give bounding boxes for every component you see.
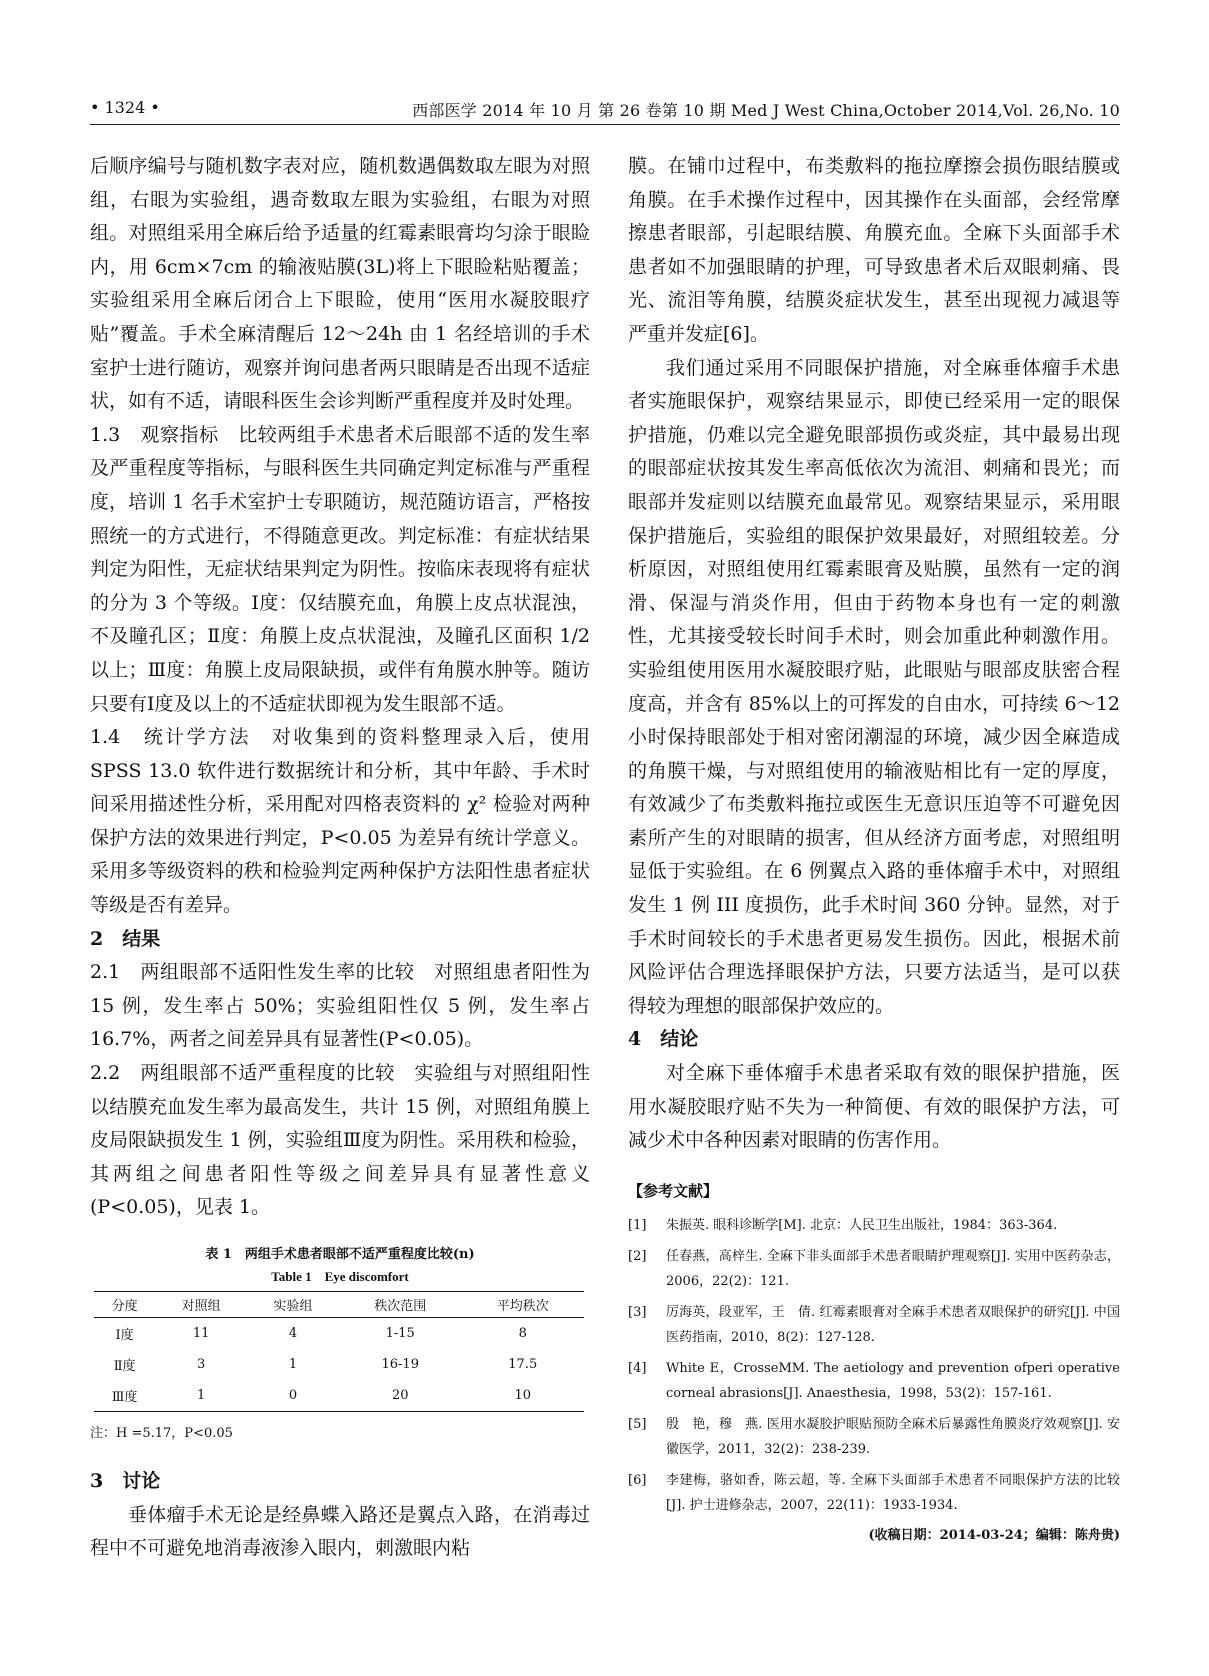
reference-number: [5] (628, 1416, 647, 1432)
table-cell: 20 (339, 1380, 461, 1412)
received-date: (收稿日期：2014-03-24；编辑：陈舟贵) (868, 1527, 1120, 1543)
reference-number: [2] (628, 1248, 647, 1264)
reference-item (628, 1356, 1120, 1406)
section-2-2: 2.2 两组眼部不适严重程度的比较 实验组与对照组阳性以结膜充血发生率为最高发生，共计 15 例，对照组角膜上皮局限缺损发生 1 例，实验组Ⅲ度为阴性。采用秩和检验，其两组之间患者阳性等级之间差异具有显著性意义(P<0.05)，见表 1。 (90, 1062, 590, 1219)
reference-item (628, 1468, 1120, 1518)
table-row (94, 1380, 584, 1412)
table-cell: Ⅱ度 (113, 1359, 136, 1374)
table-header: 秩次范围 (339, 1292, 461, 1318)
reference-text: 朱振英. 眼科诊断学[M]. 北京：人民卫生出版社，1984：363-364. (666, 1217, 1058, 1233)
reference-text: 殷 艳，穆 燕. 医用水凝胶护眼贴预防全麻术后暴露性角膜炎疗效观察[J]. 安徽医学，2011，32(2)：238-239. (666, 1416, 1120, 1457)
paragraph: 膜。在铺巾过程中，布类敷料的拖拉摩擦会损伤眼结膜或角膜。在手术操作过程中，因其操作在头面部，会经常摩擦患者眼部，引起眼结膜、角膜充血。全麻下头面部手术患者如不加强眼睛的护理，可导致患者术后双眼刺痛、畏光、流泪等角膜，结膜炎症状发生，甚至出现视力减退等严重并发症[6]。 (628, 155, 1120, 345)
table-note: 注：H =5.17，P<0.05 (90, 1426, 233, 1441)
table-cell: Ⅰ度 (115, 1328, 134, 1343)
reference-item (628, 1412, 1120, 1462)
paragraph: 对全麻下垂体瘤手术患者采取有效的眼保护措施，医用水凝胶眼疗贴不失为一种简便、有效的眼保护方法，可减少术中各种因素对眼睛的伤害作用。 (628, 1062, 1120, 1152)
journal-info: 西部医学 2014 年 10 月 第 26 卷第 10 期 Med J West China,October 2014,Vol. 26,No. 10 (412, 101, 1120, 120)
section-heading-conclusion: 4 结论 (628, 1028, 699, 1051)
table-cell: 10 (461, 1380, 584, 1412)
right-column (628, 150, 1120, 1543)
table-caption-en: Table 1 Eye discomfort (271, 1269, 409, 1284)
section-heading-discussion: 3 讨论 (90, 1470, 161, 1492)
table-cell: 4 (288, 1326, 298, 1341)
paragraph: 垂体瘤手术无论是经鼻蝶入路还是翼点入路，在消毒过程中不可避免地消毒液渗入眼内，刺激眼内粘 (90, 1503, 590, 1560)
section-1-4: 1.4 统计学方法 对收集到的资料整理录入后，使用 SPSS 13.0 软件进行数据统计和分析，其中年龄、手术时间采用描述性分析，采用配对四格表资料的 χ² 检验对两种保护方法的效果进行判定，P<0.05 为差异有统计学意义。采用多等级资料的秩和检验判定两种保护方法阳性患者症状等级是否有差异。 (90, 726, 590, 917)
table-cell: 1 (288, 1357, 298, 1372)
table-caption-cn: 表 1 两组手术患者眼部不适严重程度比较(n) (205, 1247, 475, 1262)
section-1-3: 1.3 观察指标 比较两组手术患者术后眼部不适的发生率及严重程度等指标，与眼科医生共同确定判定标准与严重程度，培训 1 名手术室护士专职随访，规范随访语言，严格按照统一的方式进行，不得随意更改。判定标准：有症状结果判定为阳性，无症状结果判定为阴性。按临床表现将有症状的分为 3 个等级。Ⅰ度：仅结膜充血，角膜上皮点状混浊，不及瞳孔区；Ⅱ度：角膜上皮点状混浊，及瞳孔区面积 1/2 以上；Ⅲ度：角膜上皮局限缺损，或伴有角膜水肿等。随访只要有Ⅰ度及以上的不适症状即视为发生眼部不适。 (90, 423, 590, 715)
running-header (90, 96, 1120, 125)
left-column (90, 150, 590, 1566)
table-header: 分度 (94, 1292, 155, 1318)
table-cell: 1 (155, 1380, 247, 1412)
table-cell: 3 (197, 1357, 206, 1372)
reference-text: 李建梅，骆如香，陈云超，等. 全麻下头面部手术患者不同眼保护方法的比较[J]. 护士进修杂志，2007，22(11)：1933-1934. (666, 1472, 1120, 1513)
reference-text: 厉海英，段亚军，王 倩. 红霉素眼膏对全麻手术患者双眼保护的研究[J]. 中国医药指南，2010，8(2)：127-128. (666, 1304, 1120, 1345)
table-cell: 11 (192, 1326, 210, 1341)
table-cell: Ⅲ度 (94, 1380, 155, 1412)
reference-item (628, 1300, 1120, 1350)
table-cell: 17.5 (508, 1357, 538, 1372)
table-1 (90, 1245, 590, 1441)
table-header: 平均秩次 (461, 1292, 584, 1318)
table-cell: 1-15 (385, 1326, 415, 1341)
table-cell: 8 (518, 1326, 527, 1341)
paragraph: 后顺序编号与随机数字表对应，随机数遇偶数取左眼为对照组，右眼为实验组，遇奇数取左眼为实验组，右眼为对照组。对照组采用全麻后给予适量的红霉素眼膏均匀涂于眼睑内，用 6cm×7cm 的输液贴膜(3L)将上下眼睑粘贴覆盖；实验组采用全麻后闭合上下眼睑，使用“医用水凝胶眼疗贴”覆盖。手术全麻清醒后 12～24h 由 1 名经培训的手术室护士进行随访，观察并询问患者两只眼睛是否出现不适症状，如有不适，请眼科医生会诊判断严重程度并及时处理。 (90, 155, 590, 413)
table-header: 实验组 (247, 1292, 339, 1318)
table-cell: 0 (247, 1380, 339, 1412)
section-heading-results: 2 结果 (90, 927, 161, 950)
reference-item (628, 1213, 1120, 1238)
section-2-1: 2.1 两组眼部不适阳性发生率的比较 对照组患者阳性为 15 例，发生率占 50%；实验组阳性仅 5 例，发生率占 16.7%，两者之间差异具有显著性(P<0.05)。 (90, 961, 590, 1051)
table-header-row (94, 1292, 584, 1318)
reference-number: [3] (628, 1304, 647, 1320)
table-cell: 16-19 (381, 1357, 419, 1372)
table-row (94, 1318, 584, 1350)
table-header: 对照组 (155, 1292, 247, 1318)
reference-item (628, 1244, 1120, 1294)
references-title: 【参考文献】 (628, 1181, 719, 1200)
paragraph: 我们通过采用不同眼保护措施，对全麻垂体瘤手术患者实施眼保护，观察结果显示，即使已经采用一定的眼保护措施，仍难以完全避免眼部损伤或炎症，其中最易出现的眼部症状按其发生率高低依次为流泪、刺痛和畏光；而眼部并发症则以结膜充血最常见。观察结果显示，采用眼保护措施后，实验组的眼保护效果最好，对照组较差。分析原因，对照组使用红霉素眼膏及贴膜，虽然有一定的润滑、保湿与消炎作用，但由于药物本身也有一定的刺激性，尤其接受较长时间手术时，则会加重此种刺激作用。实验组使用医用水凝胶眼疗贴，此眼贴与眼部皮肤密合程度高，并含有 85%以上的可挥发的自由水，可持续 6～12 小时保持眼部处于相对密闭潮湿的环境，减少因全麻造成的角膜干燥，与对照组使用的输液贴相比有一定的厚度，有效减少了布类敷料拖拉或医生无意识压迫等不可避免因素所产生的对眼睛的损害，但从经济方面考虑，对照组明显低于实验组。在 6 例翼点入路的垂体瘤手术中，对照组发生 1 例 III 度损伤，此手术时间 360 分钟。显然，对于手术时间较长的手术患者更易发生损伤。因此，根据术前风险评估合理选择眼保护方法，只要方法适当，是可以获得较为理想的眼部保护效应的。 (628, 356, 1120, 1017)
reference-number: [4] (628, 1360, 647, 1376)
table-row (94, 1349, 584, 1380)
reference-text: White E，CrosseMM. The aetiology and prevention ofperi operative corneal abrasions[J]. Anaesthesia，1998，53(2)：157-161. (666, 1360, 1120, 1401)
reference-number: [1] (628, 1217, 647, 1233)
reference-number: [6] (628, 1472, 647, 1488)
reference-text: 任春燕，高梓生. 全麻下非头面部手术患者眼睛护理观察[J]. 实用中医药杂志，2006，22(2)：121. (666, 1248, 1120, 1289)
reference-list (628, 1213, 1120, 1518)
page-number: • 1324 • (90, 98, 160, 117)
